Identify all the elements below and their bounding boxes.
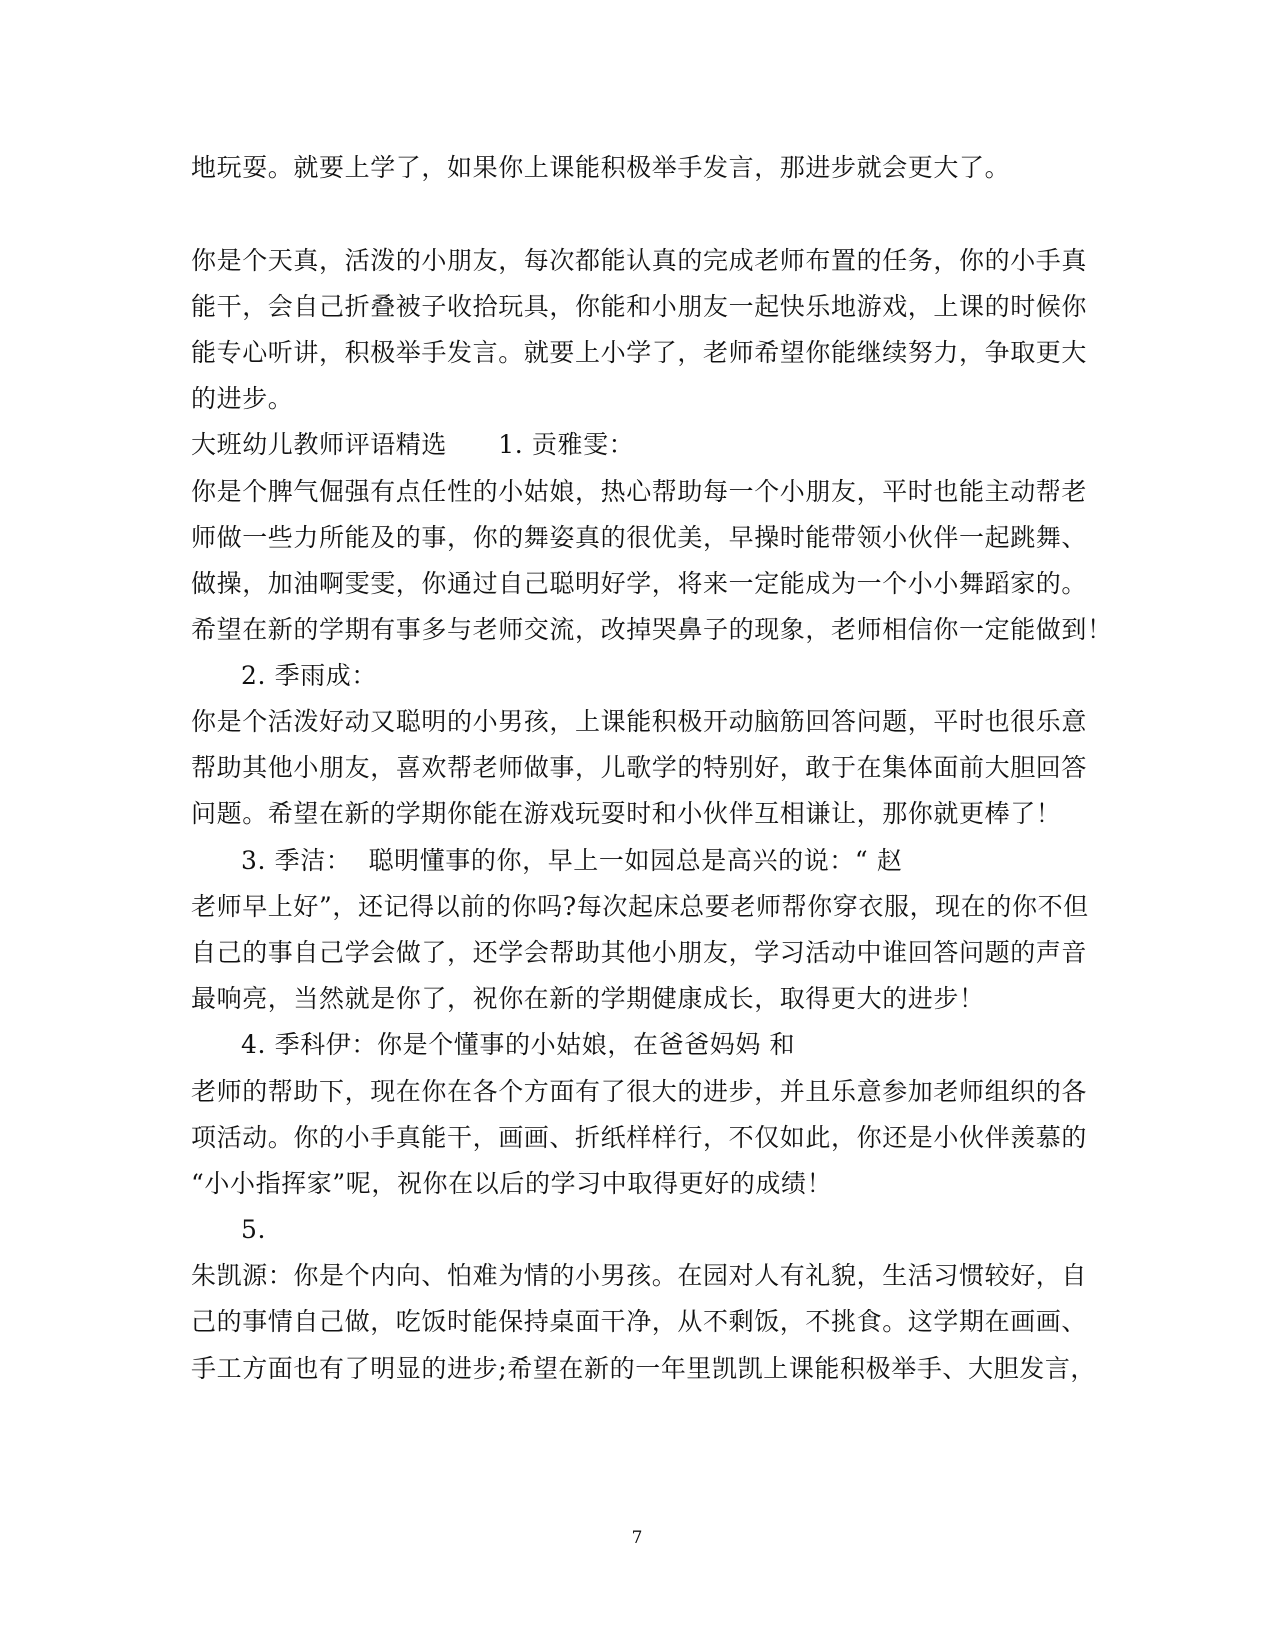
paragraph-line: 能专心听讲，积极举手发言。就要上小学了，老师希望你能继续努力，争取更大 — [191, 338, 1088, 367]
paragraph-line: 朱凯源：你是个内向、怕难为情的小男孩。在园对人有礼貌，生活习惯较好，自 — [191, 1261, 1088, 1290]
paragraph-line: 问题。希望在新的学期你能在游戏玩耍时和小伙伴互相谦让，那你就更棒了！ — [191, 799, 1062, 828]
paragraph-line: 手工方面也有了明显的进步;希望在新的一年里凯凯上课能积极举手、大胆发言， — [191, 1354, 1097, 1383]
paragraph-line: 师做一些力所能及的事，你的舞姿真的很优美，早操时能带领小伙伴一起跳舞、 — [191, 523, 1088, 552]
entry-heading: 3. 季洁： 聪明懂事的你，早上一如园总是高兴的说：“ 赵 — [241, 846, 903, 875]
paragraph-line: “小小指挥家”呢，祝你在以后的学习中取得更好的成绩！ — [191, 1169, 833, 1198]
paragraph-line: 你是个天真，活泼的小朋友，每次都能认真的完成老师布置的任务，你的小手真 — [191, 246, 1088, 275]
paragraph-line: 你是个脾气倔强有点任性的小姑娘，热心帮助每一个小朋友，平时也能主动帮老 — [191, 477, 1088, 506]
section-heading: 大班幼儿教师评语精选 1. 贡雅雯： — [191, 430, 635, 459]
paragraph-line: 己的事情自己做，吃饭时能保持桌面干净，从不剩饭，不挑食。这学期在画画、 — [191, 1307, 1088, 1336]
paragraph-line: 老师早上好”，还记得以前的你吗?每次起床总要老师帮你穿衣服，现在的你不但 — [191, 892, 1089, 921]
paragraph-line: 能干，会自己折叠被子收拾玩具，你能和小朋友一起快乐地游戏，上课的时候你 — [191, 292, 1088, 321]
paragraph-line: 老师的帮助下，现在你在各个方面有了很大的进步，并且乐意参加老师组织的各 — [191, 1077, 1088, 1106]
entry-heading: 2. 季雨成： — [241, 661, 377, 690]
paragraph-line: 你是个活泼好动又聪明的小男孩，上课能积极开动脑筋回答问题，平时也很乐意 — [191, 707, 1088, 736]
entry-heading: 5. — [241, 1215, 267, 1244]
paragraph-line: 地玩耍。就要上学了，如果你上课能积极举手发言，那进步就会更大了。 — [191, 153, 1011, 182]
paragraph-line: 最响亮，当然就是你了，祝你在新的学期健康成长，取得更大的进步！ — [191, 984, 985, 1013]
paragraph-line: 项活动。你的小手真能干，画画、折纸样样行，不仅如此，你还是小伙伴羡慕的 — [191, 1123, 1088, 1152]
paragraph-line: 希望在新的学期有事多与老师交流，改掉哭鼻子的现象，老师相信你一定能做到！ — [191, 615, 1113, 644]
entry-heading: 4. 季科伊：你是个懂事的小姑娘，在爸爸妈妈 和 — [241, 1030, 796, 1059]
page-number: 7 — [631, 1528, 643, 1548]
paragraph-line: 自己的事自己学会做了，还学会帮助其他小朋友，学习活动中谁回答问题的声音 — [191, 938, 1088, 967]
paragraph-line: 的进步。 — [191, 384, 294, 413]
paragraph-line: 做操，加油啊雯雯，你通过自己聪明好学，将来一定能成为一个小小舞蹈家的。 — [191, 569, 1088, 598]
paragraph-line: 帮助其他小朋友，喜欢帮老师做事，儿歌学的特别好，敢于在集体面前大胆回答 — [191, 753, 1088, 782]
